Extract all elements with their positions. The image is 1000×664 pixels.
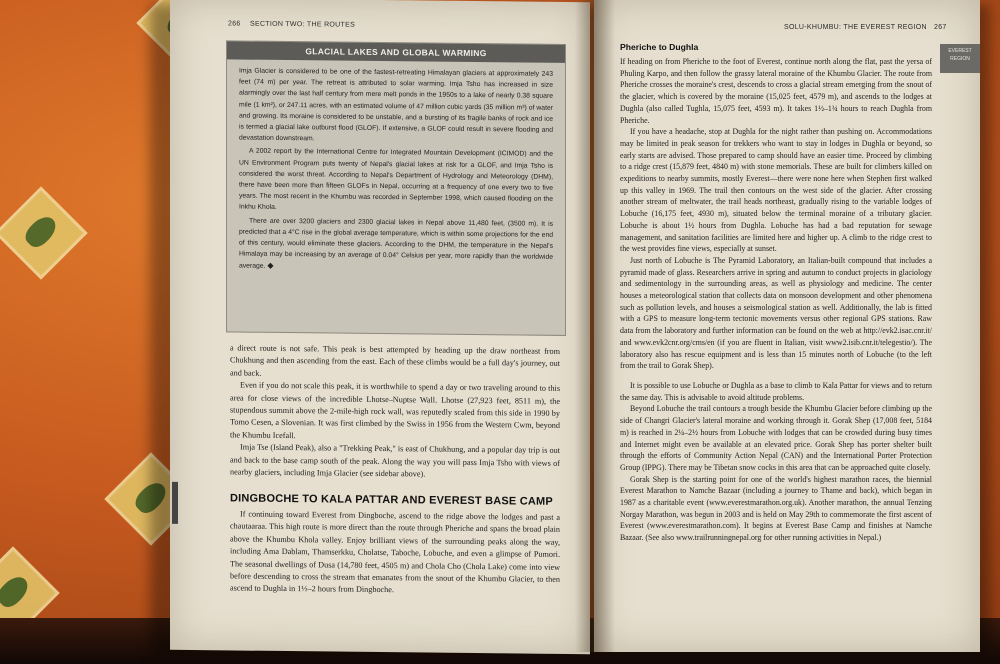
sidebar-body (227, 59, 565, 283)
book-gutter (575, 0, 615, 652)
body-paragraph: Just north of Lobuche is The Pyramid Laboratory, an Italian-built compound that includes a pyramid made of glass. Researchers arrive in spring and autumn to conduct projects in glaciology and sedimentology in the surrounding areas, as well as physiology and medicine. The center houses a meteorological station that collects data on monsoon development and other phenomena such as pollution levels, and houses a seismological station as well. Additionally, the lab is fitted with a GPS to measure long-term tectonic movements versus other regional GPS stations. Raw data from the laboratory and further information can be found on the web at http://evk2.isac.cnr.it/ and www.evk2cnr.org/cms/en (if you are fluent in Italian, visit www2.isib.cnr.it/telegestio/). The laboratory also has rescue equipment and is less than 15 minutes north of Lobuche (to the left from the trail to Gorak Shep). (620, 255, 932, 371)
sub-heading: Pheriche to Dughla (620, 42, 699, 52)
sidebar-paragraph: There are over 3200 glaciers and 2300 glacial lakes in Nepal above 11,480 feet, (3500 m). It is predicted that a 4°C rise in the global average temperature, which is within some projections for the end of this century, would eliminate these glaciers. According to the DHM, the temperature in the Nepal's Himalaya may be increasing by an average of 0.04° Celsius per year, more rapidly than the worldwide average. ◆ (239, 217, 553, 271)
right-body-text (620, 56, 932, 544)
body-paragraph: Even if you do not scale this peak, it is worthwhile to spend a day or two traveling around to this area for close views of the incredible Lhotse–Nuptse Wall. Lhotse (27,923 feet, 8511 m), the stupendous summit above the 2-mile-high rock wall, was reputedly scaled from this side in 1990 by Tomo Cesen, a Slovenian. It was first climbed by the Swiss in 1956 from the Western Cwm, beyond the Khumbu Icefall. (230, 380, 560, 440)
section-body-text (230, 508, 560, 598)
section-end-icon: ◆ (267, 261, 274, 271)
left-page-number: 266 (228, 20, 241, 28)
body-paragraph: If you have a headache, stop at Dughla for the night rather than pushing on. Accommodations may be limited in peak season for trekkers who want to stay in lodges in Dughla or beyond, so early starts are advised. Those prepared to camp should have an easier time. Proceed by climbing to a ridge crest (15,879 feet, 4840 m) with stone memorials. These are built for climbers killed on expeditions to nearby summits, mostly Everest—there were none here when Stephen first walked up this valley in 1969. The trail then contours on the west side of the glacier. After crossing another stream of meltwater, the trail heads northeast, gradually rising to the variable lodges of Lobuche (16,175 feet, 4930 m), situated below the terminal moraine of a tributary glacier. Lobuche is about 1½ hours from Dughla. Lobuche has had a bad reputation for sewage management, and sanitation facilities are limited here and higher up. A climb to the ridge crest to the west provides fine views, especially at sunset. (620, 127, 932, 254)
left-running-head: SECTION TWO: THE ROUTES (250, 20, 356, 29)
body-paragraph: It is possible to use Lobuche or Dughla as a base to climb to Kala Pattar for views and to return the same day. This is advisable to avoid altitude problems. (620, 380, 932, 402)
sidebar-title: GLACIAL LAKES AND GLOBAL WARMING (227, 41, 565, 63)
body-paragraph: a direct route is not safe. This peak is best attempted by heading up the draw northeast from Chukhung and then ascending from the east. Each of these climbs would be a full day's journey, out and back. (230, 343, 560, 378)
sidebar-paragraph: Imja Glacier is considered to be one of the fastest-retreating Himalayan glaciers at approximately 243 feet (74 m) per year. The retreat is attributed to solar warming. Imja Tsho has increased in size alarmingly over the last half century from mere melt ponds in the 1950s to a lake of nearly 0.38 square mile (1 km²), or 247.11 acres, with an estimated volume of 47 million cubic yards (35 million m³) of water and growing. Its moraine is considered to be unstable, and a bursting of its fragile banks of rock and ice is termed a glacial lake outburst flood (GLOF). If extensive, a GLOF could result in severe flooding and devastation downstream. (239, 67, 553, 143)
right-page (594, 0, 980, 652)
thumb-tab: EVEREST REGION (940, 44, 980, 73)
right-running-head: SOLU-KHUMBU: THE EVEREST REGION (784, 24, 927, 31)
right-page-number: 267 (934, 24, 947, 31)
sidebar-box (226, 40, 566, 336)
left-body-text (230, 342, 560, 482)
margin-marker (172, 482, 178, 524)
body-paragraph: Imja Tse (Island Peak), also a "Trekking Peak," is east of Chukhung, and a popular day trip is out and back to the base camp south of the peak. Along the way you will pass Imja Tsho with views of nearby glaciers, including Imja Glacier (see sidebar above). (230, 442, 560, 479)
sidebar-paragraph: A 2002 report by the International Centre for Integrated Mountain Development (ICIMOD) and the UN Environment Program puts twenty of Nepal's glacial lakes at risk for a GLOF, and Imja Tsho is considered the worst threat. According to Nepal's Department of Hydrology and Meteorology (DHM), there have been more than fifteen GLOFs in Nepal, occurring at a frequency of one every two to five years. The most recent in the Khumbu was recorded in September 1998, which caused flooding on the Inkhu Khola. (239, 148, 553, 212)
section-heading: DINGBOCHE TO KALA PATTAR AND EVEREST BASE CAMP (230, 492, 553, 508)
left-page (170, 0, 590, 654)
body-paragraph: If heading on from Pheriche to the foot of Everest, continue north along the flat, past the yersa of Phuling Karpo, and then follow the grassy lateral moraine of the Khumbu Glacier. The route from Pheriche crosses the moraine's crest, descends to cross a glacial stream emerging from the snout of the glacier, which is covered by the moraine (15,025 feet, 4579 m), and ascends to the lodges at Dughla (also called Tughla, 15,075 feet, 4593 m). It takes 1½–1¾ hours to reach Dughla from Pheriche. (620, 57, 932, 125)
body-paragraph: Gorak Shep is the starting point for one of the world's highest marathon races, the biennial Everest Marathon to Namche Bazaar (including a journey to Thame and back), which began in 1987 as a charitable event (www.everestmarathon.org.uk). Another marathon, the annual Tenzing Norgay Marathon, was begun in 2003 and is held on May 29th to commemorate the first ascent of Everest (www.everestmarathon.com). It begins at Everest Base Camp and finishes at Namche Bazaar. (See also www.trailrunningnepal.org for other running activities in Nepal.) (620, 474, 932, 543)
body-paragraph: If continuing toward Everest from Dingboche, ascend to the ridge above the lodges and past a chautaaraa. This high route is more direct than the route through Pheriche and spans the broad plain above the Khumbu Khola valley. Enjoy brilliant views of the surrounding peaks along the way, including Ama Dablam, Thamserkku, Cholatse, Taboche, Lobuche, and even a glimpse of Pumori. The seasonal dwellings of Dusa (14,780 feet, 4505 m) and Chola Cho (Chola Lake) come into view before descending to cross the stream that emanates from the snout of the Khumbu Glacier, to then ascend to Dughla in 1½–2 hours from Dingboche. (230, 509, 560, 595)
body-paragraph: Beyond Lobuche the trail contours a trough beside the Khumbu Glacier before climbing up the side of Changri Glacier's lateral moraine and working through it. Gorak Shep (17,008 feet, 5184 m) is reached in 2¼–2½ hours from Lobuche with lodges that can be crowded during busy times and Internet might even be available at an elevated price. Gorak Shep has porter shelter built through the efforts of Community Action Nepal (CAN) and the International Porter Protection Group (IPPG). There may be Tibetan snow cocks in this area that can be approached quite closely. (620, 404, 932, 472)
